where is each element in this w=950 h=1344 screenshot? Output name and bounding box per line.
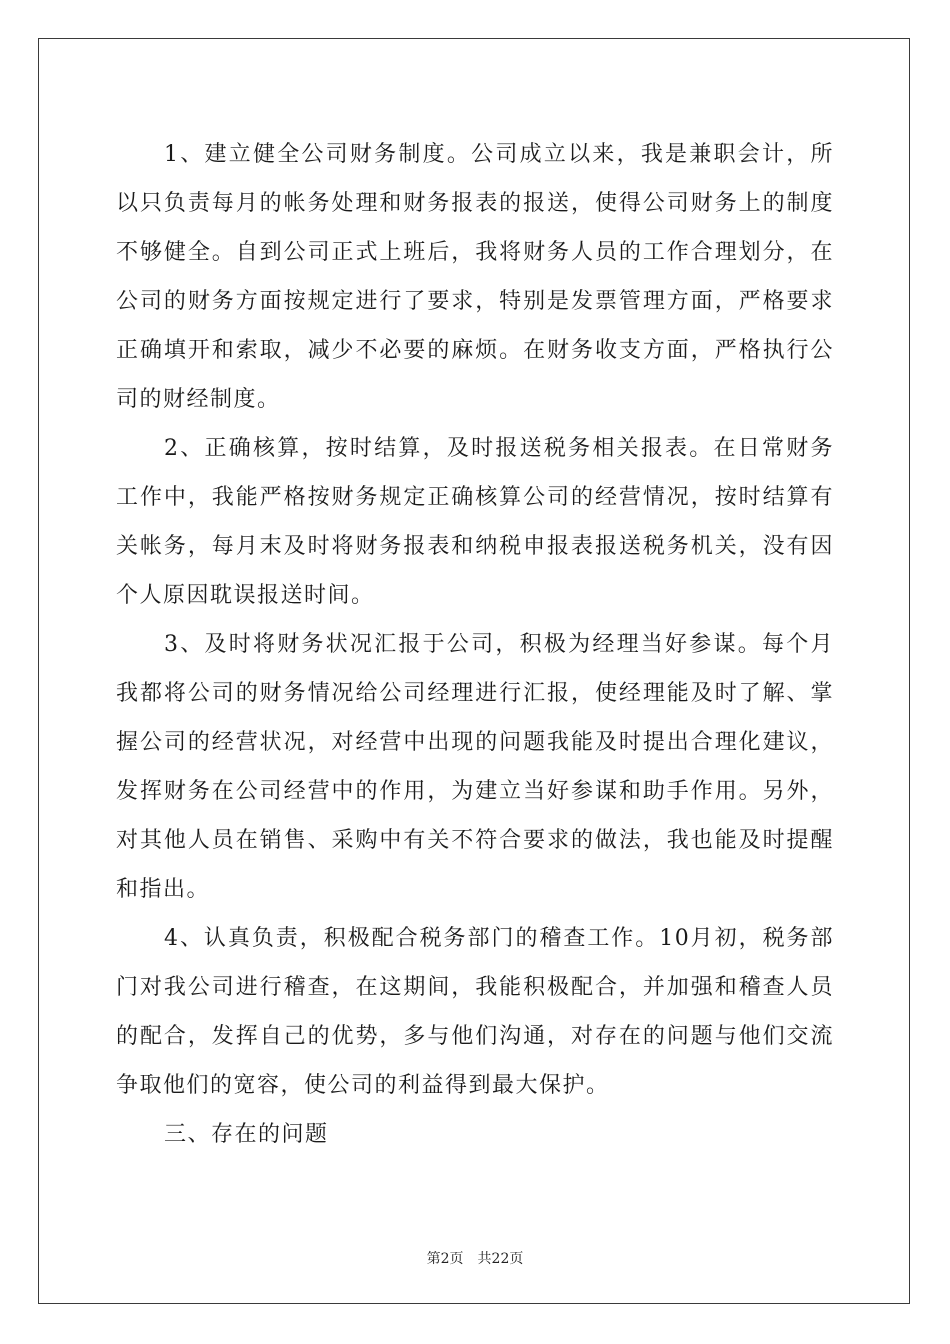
paragraph-accounting: 2、正确核算，按时结算，及时报送税务相关报表。在日常财务工作中，我能严格按财务规定正确核算公司的经营情况，按时结算有关帐务，每月末及时将财务报表和纳税申报表报送税务机关，没有因个人原因耽误报送时间。 [116, 436, 834, 608]
document-body [116, 130, 834, 1159]
section-heading-problems: 三、存在的问题 [164, 1122, 329, 1147]
paragraph-tax-audit: 4、认真负责，积极配合税务部门的稽查工作。10月初，税务部门对我公司进行稽查，在这期间，我能积极配合，并加强和稽查人员的配合，发挥自己的优势，多与他们沟通，对存在的问题与他们交流争取他们的宽容，使公司的利益得到最大保护。 [116, 926, 834, 1098]
paragraph-reporting: 3、及时将财务状况汇报于公司，积极为经理当好参谋。每个月我都将公司的财务情况给公司经理进行汇报，使经理能及时了解、掌握公司的经营状况，对经营中出现的问题我能及时提出合理化建议，发挥财务在公司经营中的作用，为建立当好参谋和助手作用。另外，对其他人员在销售、采购中有关不符合要求的做法，我也能及时提醒和指出。 [116, 632, 834, 902]
page-footer [0, 1250, 950, 1268]
page-number: 第2页 [426, 1251, 464, 1267]
paragraph-financial-system: 1、建立健全公司财务制度。公司成立以来，我是兼职会计，所以只负责每月的帐务处理和财务报表的报送，使得公司财务上的制度不够健全。自到公司正式上班后，我将财务人员的工作合理划分，在公司的财务方面按规定进行了要求，特别是发票管理方面，严格要求正确填开和索取，减少不必要的麻烦。在财务收支方面，严格执行公司的财经制度。 [116, 142, 834, 412]
total-pages: 共22页 [477, 1251, 524, 1267]
